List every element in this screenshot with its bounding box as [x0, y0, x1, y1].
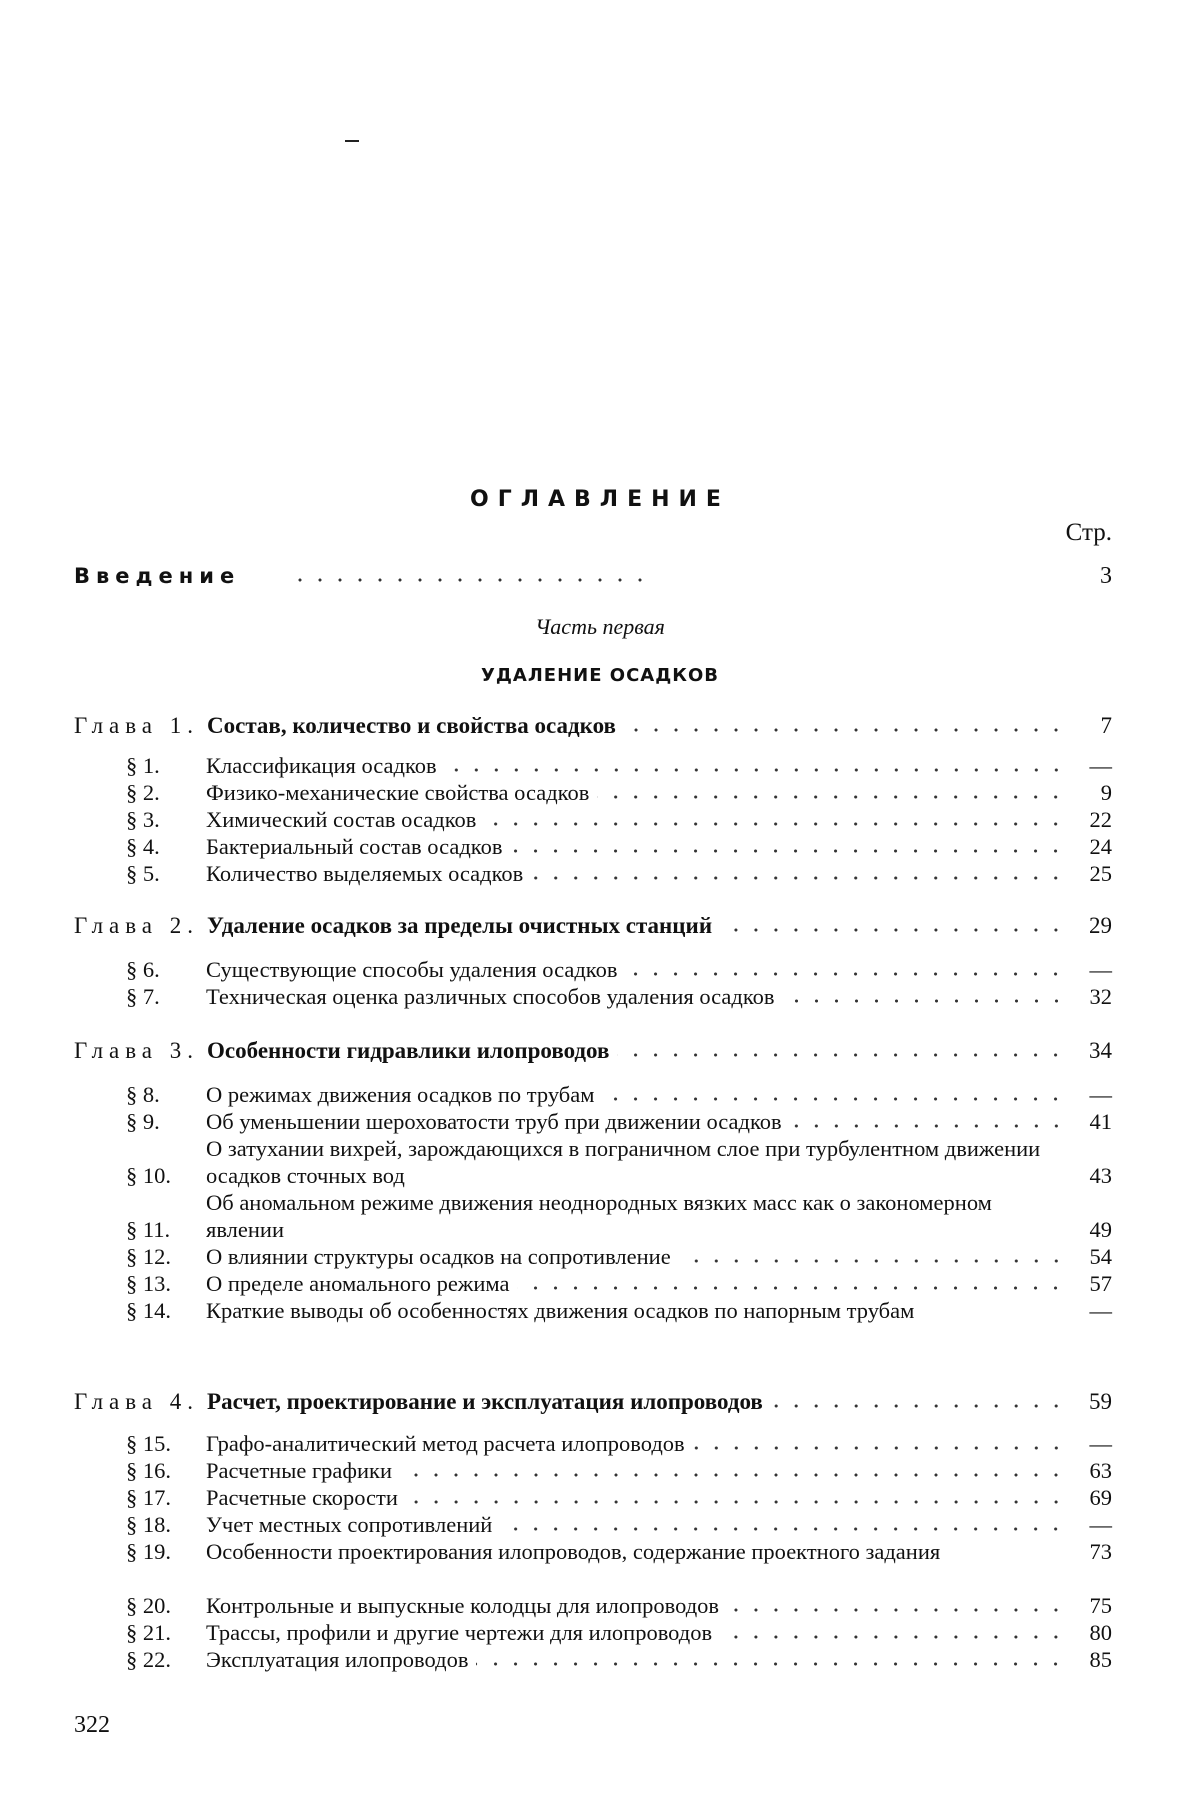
item-page: — [1089, 753, 1112, 778]
item-number: § 12. [126, 1244, 171, 1269]
item-page: 24 [1089, 834, 1112, 859]
toc-item-row[interactable] [126, 860, 1112, 887]
item-title: О затухании вихрей, зарождающихся в пограничном слое при турбулентном движении осадков сточных вод [206, 1136, 1041, 1188]
dot-leader [679, 1258, 1066, 1264]
item-page: 69 [1089, 1485, 1112, 1510]
item-page: — [1089, 1298, 1112, 1323]
item-title: Химический состав осадков [206, 807, 477, 832]
item-page: 43 [1089, 1163, 1112, 1188]
item-page: 41 [1089, 1109, 1112, 1134]
intro-page: 3 [1100, 563, 1112, 589]
dot-leader [625, 971, 1066, 977]
item-number: § 7. [126, 984, 160, 1009]
chapter-page: 59 [1089, 1389, 1112, 1414]
dot-leader [727, 1607, 1066, 1613]
chapter-row[interactable] [74, 1037, 1112, 1065]
toc-item-row[interactable] [126, 779, 1112, 806]
toc-item-row[interactable] [126, 1646, 1112, 1673]
chapter-page: 34 [1089, 1038, 1112, 1063]
item-title: Существующие способы удаления осадков [206, 957, 618, 982]
item-number: § 1. [126, 753, 160, 778]
item-number: § 9. [126, 1109, 160, 1134]
item-page: 25 [1089, 861, 1112, 886]
page-title: ОГЛАВЛЕНИЕ [470, 487, 730, 512]
chapter-row[interactable] [74, 712, 1112, 740]
item-number: § 22. [126, 1647, 171, 1672]
chapter-row[interactable] [74, 912, 1112, 940]
item-page: 85 [1089, 1647, 1112, 1672]
item-title: Трассы, профили и другие чертежи для илопроводов [206, 1620, 713, 1645]
dot-leader [720, 927, 1066, 933]
stray-mark [345, 140, 359, 142]
dot-leader [602, 1096, 1066, 1102]
dot-leader [720, 1634, 1066, 1640]
toc-item-row[interactable] [126, 1592, 1112, 1619]
item-number: § 19. [126, 1539, 171, 1564]
chapter-prefix: Глава 4. [74, 1389, 200, 1414]
dot-leader [617, 1052, 1066, 1058]
toc-item-row[interactable] [126, 1135, 1112, 1189]
toc-item-row[interactable] [126, 1511, 1112, 1538]
toc-item-row[interactable] [126, 1484, 1112, 1511]
item-title: О пределе аномального режима [206, 1271, 510, 1296]
chapter-prefix: Глава 2. [74, 913, 200, 938]
item-title: Количество выделяемых осадков [206, 861, 524, 886]
toc-item-row[interactable] [126, 752, 1112, 779]
chapter-title: Расчет, проектирование и эксплуатация илопроводов [207, 1389, 763, 1414]
toc-item-row[interactable] [126, 983, 1112, 1010]
item-page: — [1089, 957, 1112, 982]
dot-leader [500, 1526, 1066, 1532]
item-number: § 20. [126, 1593, 171, 1618]
item-title: Графо-аналитический метод расчета илопроводов [206, 1431, 685, 1456]
item-title: Об уменьшении шероховатости труб при движении осадков [206, 1109, 782, 1134]
item-number: § 5. [126, 861, 160, 886]
item-page: 22 [1089, 807, 1112, 832]
chapter-page: 7 [1100, 713, 1112, 738]
toc-item-row[interactable] [126, 1297, 1112, 1324]
dot-leader [476, 1661, 1066, 1667]
toc-item-row[interactable] [126, 1457, 1112, 1484]
item-number: § 11. [126, 1217, 171, 1242]
dot-leader [624, 727, 1066, 733]
dot-leader [531, 875, 1066, 881]
item-title: Об аномальном режиме движения неоднородных вязких масс как о закономерном явлении [206, 1190, 992, 1242]
item-title: Учет местных сопротивлений [206, 1512, 493, 1537]
toc-item-row[interactable] [126, 956, 1112, 983]
toc-item-row[interactable] [126, 1081, 1112, 1108]
toc-item-row[interactable] [126, 833, 1112, 860]
item-number: § 10. [126, 1163, 171, 1188]
item-title: Эксплуатация илопроводов [206, 1647, 469, 1672]
toc-intro-row[interactable] [74, 563, 1112, 593]
dot-leader [510, 848, 1066, 854]
page-column-label: Стр. [1065, 519, 1112, 546]
part-label: Часть первая [535, 614, 665, 639]
item-page: — [1089, 1431, 1112, 1456]
dot-leader [771, 1403, 1066, 1409]
page-number: 322 [74, 1712, 110, 1738]
chapter-row[interactable] [74, 1388, 1112, 1416]
item-title: О влиянии структуры осадков на сопротивление [206, 1244, 671, 1269]
item-page: 9 [1100, 780, 1112, 805]
item-title: Физико-механические свойства осадков [206, 780, 590, 805]
item-page: 49 [1089, 1217, 1112, 1242]
item-page: 80 [1089, 1620, 1112, 1645]
item-page: 63 [1089, 1458, 1112, 1483]
chapter-title: Состав, количество и свойства осадков [207, 713, 616, 738]
item-number: § 2. [126, 780, 160, 805]
section-heading: УДАЛЕНИЕ ОСАДКОВ [481, 665, 719, 686]
item-number: § 18. [126, 1512, 171, 1537]
item-page: 54 [1089, 1244, 1112, 1269]
dot-leader [290, 577, 650, 583]
dot-leader [445, 767, 1066, 773]
toc-item-row[interactable] [126, 1619, 1112, 1646]
toc-item-row[interactable] [126, 1243, 1112, 1270]
item-page: 73 [1089, 1539, 1112, 1564]
toc-item-row[interactable] [126, 806, 1112, 833]
item-title: Техническая оценка различных способов удаления осадков [206, 984, 775, 1009]
item-number: § 21. [126, 1620, 171, 1645]
dot-leader [406, 1499, 1066, 1505]
item-title: Краткие выводы об особенностях движения осадков по напорным трубам [206, 1298, 915, 1323]
item-title: Бактериальный состав осадков [206, 834, 503, 859]
item-number: § 16. [126, 1458, 171, 1483]
dot-leader [693, 1445, 1066, 1451]
chapter-prefix: Глава 1. [74, 713, 200, 738]
toc-item-row[interactable] [126, 1189, 1112, 1243]
item-title: Классификация осадков [206, 753, 437, 778]
dot-leader [790, 1123, 1066, 1129]
chapter-title: Особенности гидравлики илопроводов [207, 1038, 610, 1063]
dot-leader [783, 998, 1067, 1004]
item-number: § 4. [126, 834, 160, 859]
item-title: Расчетные скорости [206, 1485, 398, 1510]
item-title: Контрольные и выпускные колодцы для илопроводов [206, 1593, 720, 1618]
toc-item-row[interactable] [126, 1538, 1112, 1565]
item-page: 57 [1089, 1271, 1112, 1296]
dot-leader [484, 821, 1066, 827]
dot-leader [597, 794, 1066, 800]
item-page: — [1089, 1512, 1112, 1537]
chapter-title: Удаление осадков за пределы очистных станций [207, 913, 713, 938]
chapter-prefix: Глава 3. [74, 1038, 200, 1063]
dot-leader [517, 1285, 1066, 1291]
chapter-page: 29 [1089, 913, 1112, 938]
item-title: Особенности проектирования илопроводов, содержание проектного задания [206, 1539, 941, 1564]
item-number: § 15. [126, 1431, 171, 1456]
item-number: § 14. [126, 1298, 171, 1323]
item-page: — [1089, 1082, 1112, 1107]
dot-leader [400, 1472, 1066, 1478]
toc-item-row[interactable] [126, 1108, 1112, 1135]
toc-item-row[interactable] [126, 1270, 1112, 1297]
item-page: 75 [1089, 1593, 1112, 1618]
item-number: § 13. [126, 1271, 171, 1296]
item-number: § 8. [126, 1082, 160, 1107]
item-number: § 17. [126, 1485, 171, 1510]
item-title: О режимах движения осадков по трубам [206, 1082, 595, 1107]
intro-title: Введение [74, 564, 241, 588]
item-title: Расчетные графики [206, 1458, 392, 1483]
item-number: § 6. [126, 957, 160, 982]
item-page: 32 [1089, 984, 1112, 1009]
item-number: § 3. [126, 807, 160, 832]
toc-item-row[interactable] [126, 1430, 1112, 1457]
